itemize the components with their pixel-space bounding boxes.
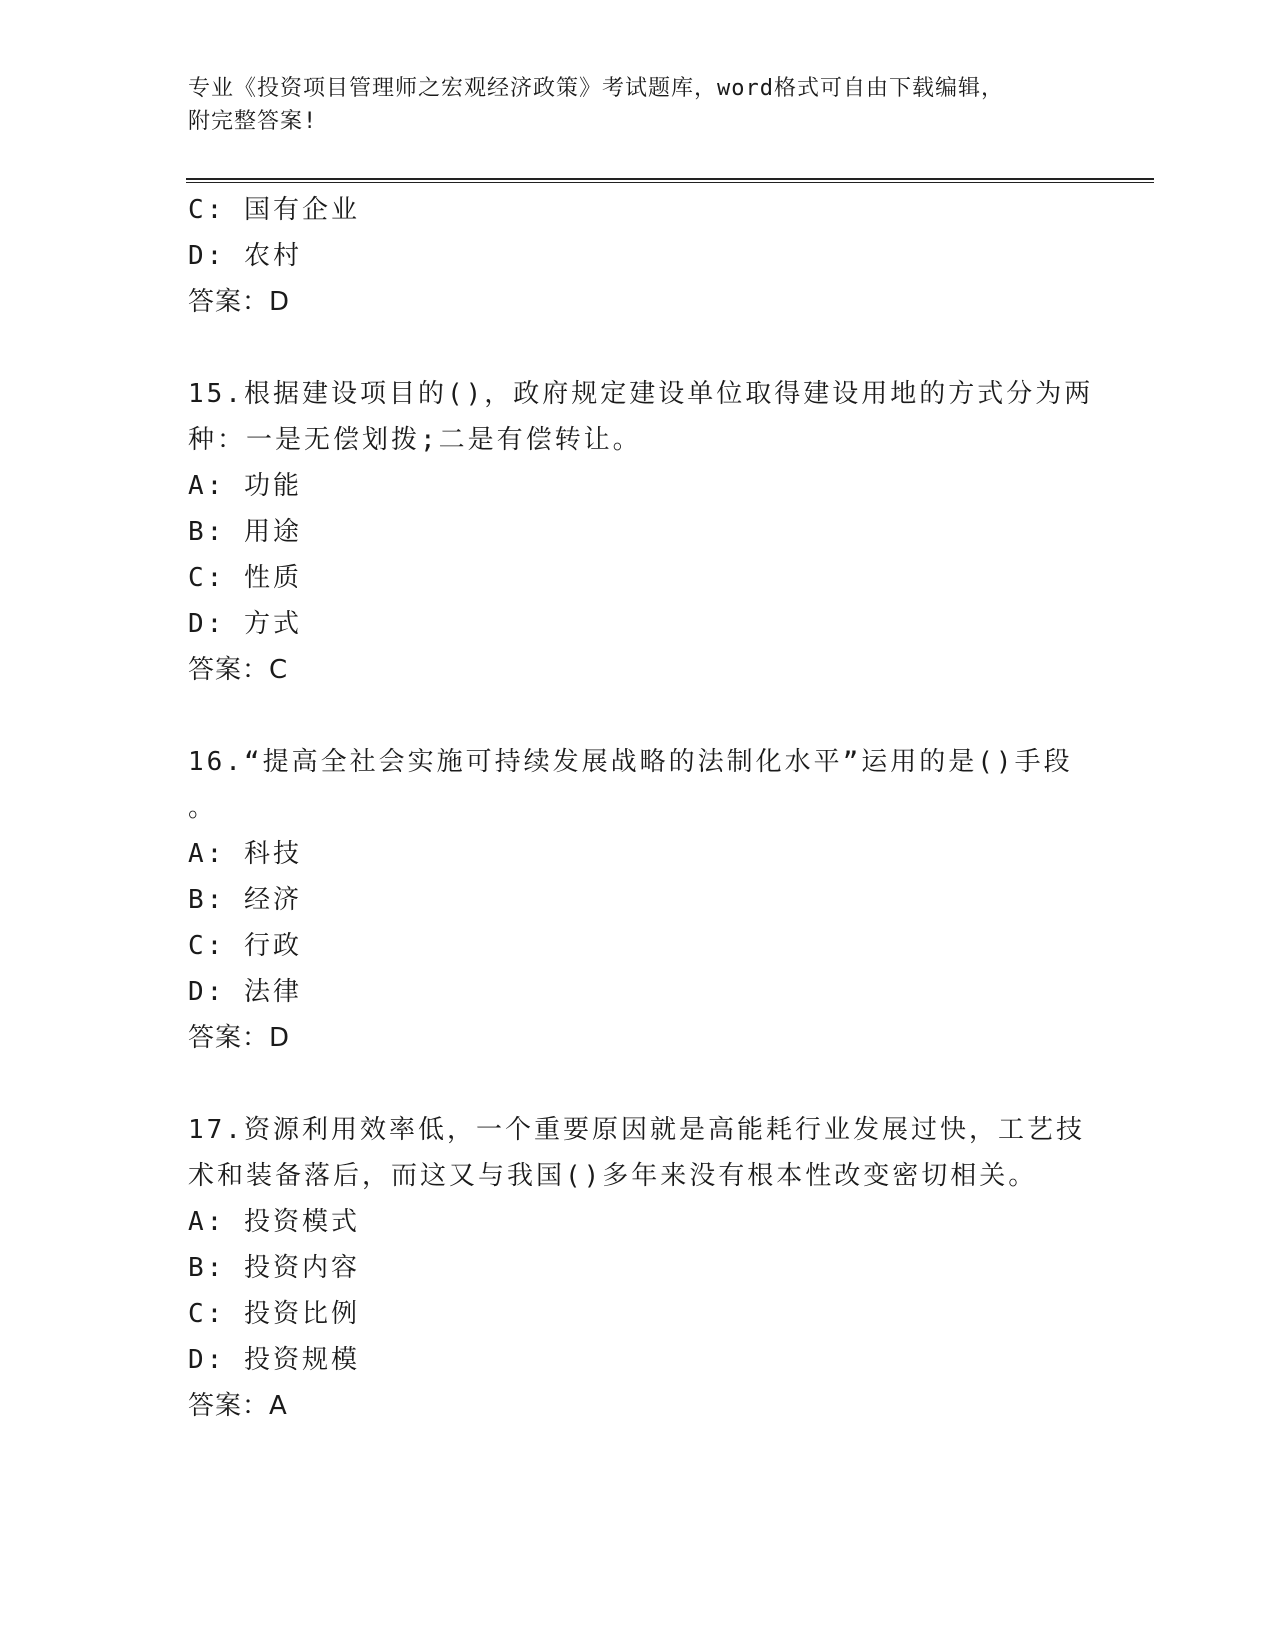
question-15 bbox=[188, 371, 1094, 693]
question-16 bbox=[188, 739, 1088, 1061]
option-b: B: 投资内容 bbox=[188, 1253, 360, 1283]
carryover-question bbox=[188, 187, 1088, 325]
spacer bbox=[188, 693, 1088, 739]
option-d: D: 方式 bbox=[188, 609, 302, 639]
option-c: C: 性质 bbox=[188, 563, 302, 593]
question-stem-line-1: 15.根据建设项目的()，政府规定建设单位取得建设用地的方式分为两 bbox=[188, 379, 1094, 409]
question-stem-line-2: 术和装备落后，而这又与我国()多年来没有根本性改变密切相关。 bbox=[188, 1161, 1038, 1191]
option-d: D: 农村 bbox=[188, 241, 302, 271]
option-c: C: 行政 bbox=[188, 931, 302, 961]
option-d: D: 法律 bbox=[188, 977, 302, 1007]
option-b: B: 用途 bbox=[188, 517, 302, 547]
option-c: C: 国有企业 bbox=[188, 195, 360, 225]
question-17 bbox=[188, 1107, 1088, 1429]
option-b: B: 经济 bbox=[188, 885, 302, 915]
option-a: A: 功能 bbox=[188, 471, 302, 501]
header-divider bbox=[186, 178, 1154, 183]
spacer bbox=[188, 1061, 1088, 1107]
option-a: A: 科技 bbox=[188, 839, 302, 869]
option-d: D: 投资规模 bbox=[188, 1345, 360, 1375]
answer-line: 答案：D bbox=[188, 1023, 291, 1053]
answer-line: 答案：A bbox=[188, 1391, 288, 1421]
option-a: A: 投资模式 bbox=[188, 1207, 360, 1237]
answer-line: 答案：D bbox=[188, 287, 291, 317]
header-line-1: 专业《投资项目管理师之宏观经济政策》考试题库，word格式可自由下载编辑， bbox=[188, 76, 1004, 101]
header-line-2: 附完整答案! bbox=[188, 109, 318, 134]
document-body bbox=[188, 187, 1094, 1429]
page-header bbox=[188, 72, 1068, 138]
answer-line: 答案：C bbox=[188, 655, 289, 685]
question-stem-line-1: 16.“提高全社会实施可持续发展战略的法制化水平”运用的是()手段 bbox=[188, 747, 1073, 777]
question-stem-line-2: 种：一是无偿划拨;二是有偿转让。 bbox=[188, 425, 642, 455]
question-stem-line-1: 17.资源利用效率低，一个重要原因就是高能耗行业发展过快，工艺技 bbox=[188, 1115, 1085, 1145]
spacer bbox=[188, 325, 1088, 371]
question-stem-line-2: 。 bbox=[188, 793, 218, 823]
option-c: C: 投资比例 bbox=[188, 1299, 360, 1329]
